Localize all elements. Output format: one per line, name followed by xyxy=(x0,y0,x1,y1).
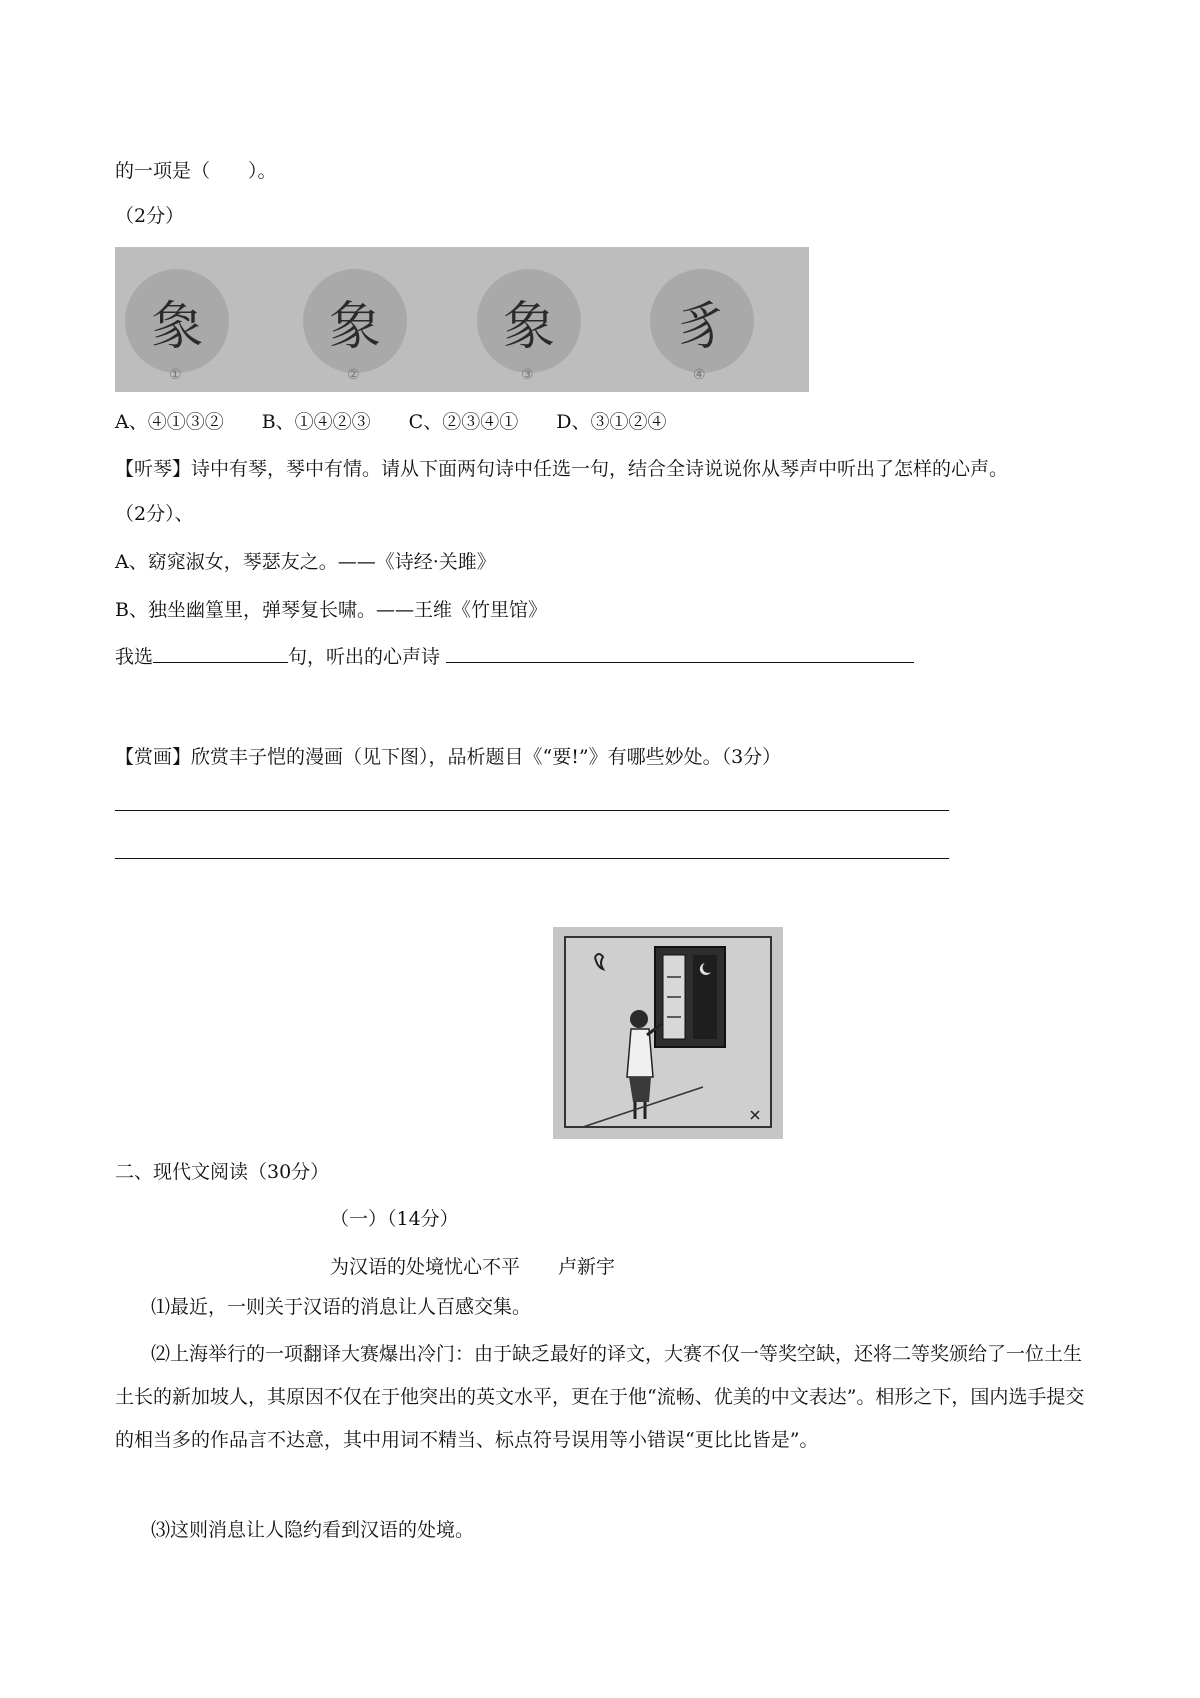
listen-option-b: B、独坐幽篁里，弹琴复长啸。——王维《竹里馆》 xyxy=(115,599,547,621)
feng-zikai-cartoon xyxy=(553,927,783,1139)
seal-glyph-4: 豸 xyxy=(650,269,754,373)
answer-prefix: 我选 xyxy=(115,646,154,668)
listen-score: （2分）、 xyxy=(115,503,194,525)
choice-blank[interactable] xyxy=(153,644,288,663)
seal-glyph-2: 象 xyxy=(303,269,407,373)
article-paragraph-2: ⑵上海举行的一项翻译大赛爆出冷门：由于缺乏最好的译文，大赛不仅一等奖空缺，还将二等奖颁给了一位土生土长的新加坡人，其原因不仅在于他突出的英文水平，更在于他“流畅、优美的中文表达”。相形之下，国内选手提交的相当多的作品言不达意，其中用词不精当、标点符号误用等小错误“更比比皆是”。 xyxy=(115,1343,1085,1451)
article-title: 为汉语的处境忧心不平 卢新宇 xyxy=(330,1256,616,1278)
answer-rule-2[interactable] xyxy=(115,858,949,859)
seal-number-4: ④ xyxy=(693,367,706,383)
answer-blank[interactable] xyxy=(446,644,914,663)
seal-script-image xyxy=(115,247,809,392)
seal-glyph-3: 象 xyxy=(477,269,581,373)
q1-score: （2分） xyxy=(115,205,185,227)
seal-number-3: ③ xyxy=(521,367,534,383)
answer-mid: 句，听出的心声诗 xyxy=(288,646,441,668)
section2-heading: 二、现代文阅读（30分） xyxy=(115,1161,330,1183)
listen-answer-line xyxy=(115,643,914,671)
answer-rule-1[interactable] xyxy=(115,810,949,811)
appreciate-prompt: 【赏画】欣赏丰子恺的漫画（见下图），品析题目《“要!”》有哪些妙处。（3分） xyxy=(115,746,782,768)
listen-option-a: A、窈窕淑女，琴瑟友之。——《诗经·关雎》 xyxy=(115,551,496,573)
cartoon-drawing xyxy=(553,927,783,1139)
seal-number-2: ② xyxy=(347,367,360,383)
section2-part: （一）（14分） xyxy=(330,1208,459,1230)
seal-glyph-1: 𧰼 xyxy=(125,269,229,373)
question-tail: 的一项是（ ）。 xyxy=(115,160,277,182)
article-paragraph-1: ⑴最近，一则关于汉语的消息让人百感交集。 xyxy=(151,1296,532,1318)
seal-number-1: ① xyxy=(169,367,182,383)
article-paragraph-3: ⑶这则消息让人隐约看到汉语的处境。 xyxy=(151,1519,475,1541)
listen-prompt: 【听琴】诗中有琴，琴中有情。请从下面两句诗中任选一句，结合全诗说说你从琴声中听出了怎样的心声。 xyxy=(115,458,1009,480)
q1-options: A、④①③② B、①④②③ C、②③④① D、③①②④ xyxy=(115,411,667,433)
